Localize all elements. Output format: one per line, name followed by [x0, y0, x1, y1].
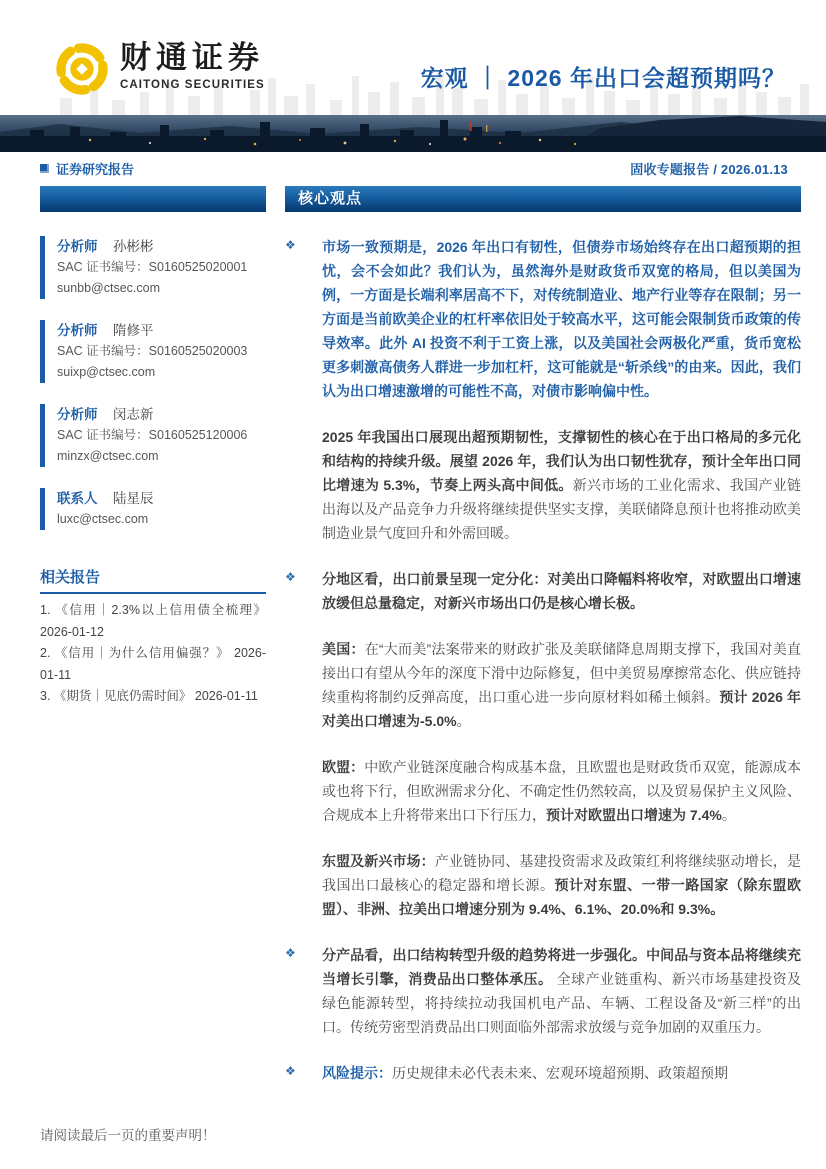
paragraph-text: 欧盟：中欧产业链深度融合构成基本盘，且欧盟也是财政货币双宽，能源成本或也将下行，但欧洲需求分化、不确定性仍然较高，以及贸易保护主义风险、合规成本上升将带来出口下行压力，预计对欧盟出口增速为 7.4%。 [322, 759, 802, 823]
analyst-row [57, 488, 266, 509]
analyst-name: 隋修平 [113, 323, 154, 338]
paragraph-text: 市场一致预期是，2026 年出口有韧性，但债券市场始终存在出口超预期的担忧，会不会如此？我们认为，虽然海外是财政货币双宽的格局，但以美国为例，一方面是长端利率居高不下，对传统制造业、地产行业等存在限制；另一方面是当前欧美企业的杠杆率依旧处于较高水平，这可能会限制货币政策的传导效率。此外 AI 投资不利于工资上涨，以及美国社会两极化严重，货币宽松更多刺激高债务人群进一步加杠杆，这可能就是“斩杀线”的由来。因此，我们认为出口增速激增的可能性不高，对债市影响偏中性。 [322, 239, 801, 399]
caitong-coin-icon [54, 40, 110, 98]
paragraph [285, 235, 801, 403]
paragraph-text: 分产品看，出口结构转型升级的趋势将进一步强化。中间品与资本品将继续充当增长引擎，消费品出口整体承压。 全球产业链重构、新兴市场基建投资及绿色能源转型，将持续拉动我国机电产品、车辆、工程设备及“新三样”的出口。传统劳密型消费品出口则面临外部需求放缓与竞争加剧的双重压力。 [322, 947, 802, 1035]
brand-name-en: CAITONG SECURITIES [120, 79, 265, 91]
analyst-role: 联系人 [57, 491, 98, 506]
sidebar-header-bar [40, 186, 266, 212]
brand-name-cn: 财通证券 [120, 40, 264, 75]
paragraph [322, 637, 801, 733]
bullet-diamond-icon: ❖ [285, 238, 296, 252]
paragraph-text: 风险提示：历史规律未必代表未来、宏观环境超预期、政策超预期 [322, 1065, 728, 1081]
main-column [285, 186, 801, 1107]
core-views-content [285, 235, 801, 1085]
paragraph [322, 755, 801, 827]
section-title-bar: 核心观点 [285, 186, 801, 212]
analyst-row [57, 320, 266, 341]
series-square-icon [40, 164, 49, 173]
paragraph-text: 东盟及新兴市场：产业链协同、基建投资需求及政策红利将继续驱动增长，是我国出口最核心的稳定器和增长源。预计对东盟、一带一路国家（除东盟欧盟）、非洲、拉美出口增速分别为 9.4%、6.1%、20.0%和 9.3%。 [322, 853, 802, 917]
paragraph [285, 567, 801, 615]
analyst-cert: SAC 证书编号：S0160525020001 [57, 260, 248, 274]
sidebar [40, 186, 266, 708]
paragraph [285, 1061, 801, 1085]
analyst-row [57, 236, 266, 257]
meta-separator: / [709, 162, 721, 177]
paragraph-text: 美国：在“大而美”法案带来的财政扩张及美联储降息周期支撑下，我国对美直接出口有望从今年的深度下滑中边际修复，但中美贸易摩擦常态化、供应链持续重构将制约反弹高度，出口重心进一步向原材料如稀土倾斜。预计 2026 年对美出口增速为-5.0%。 [322, 641, 802, 729]
page-title: 宏观 ｜ 2026 年出口会超预期吗？ [420, 65, 786, 91]
analyst-name: 闵志新 [113, 407, 154, 422]
analyst-block [40, 236, 266, 299]
report-type-date [630, 159, 788, 178]
bullet-diamond-icon: ❖ [285, 570, 296, 584]
analyst-role: 分析师 [57, 239, 98, 254]
series-label-wrap [40, 159, 134, 178]
people-list [40, 236, 266, 530]
paragraph [322, 425, 801, 545]
paragraph [285, 943, 801, 1039]
bullet-diamond-icon: ❖ [285, 1064, 296, 1078]
related-report-item: 3. 《期货｜见底仍需时间》 2026-01-11 [40, 689, 258, 703]
paragraph [322, 849, 801, 921]
analyst-email: sunbb@ctsec.com [57, 281, 161, 295]
related-reports-title: 相关报告 [40, 566, 266, 594]
analyst-email: luxc@ctsec.com [57, 512, 149, 526]
analyst-email: suixp@ctsec.com [57, 365, 156, 379]
related-report-item: 1. 《信用｜2.3%以上信用债全梳理》 2026-01-12 [40, 603, 266, 639]
meta-row [40, 159, 788, 178]
analyst-name: 孙彬彬 [113, 239, 154, 254]
analyst-role: 分析师 [57, 323, 98, 338]
analyst-email: minzx@ctsec.com [57, 449, 159, 463]
brand-text [120, 40, 265, 91]
report-date: 2026.01.13 [720, 162, 788, 177]
analyst-block [40, 404, 266, 467]
paragraph-text: 2025 年我国出口展现出超预期韧性，支撑韧性的核心在于出口格局的多元化和结构的持续升级。展望 2026 年，我们认为出口韧性犹存，预计全年出口同比增速为 5.3%，节奏上两头高中间低。新兴市场的工业化需求、我国产业链出海以及产品竞争力升级将继续提供坚实支撑，美联储降息预计也将推动欧美制造业景气度回升和外需回暖。 [322, 429, 801, 541]
paragraph-text: 分地区看，出口前景呈现一定分化：对美出口降幅料将收窄，对欧盟出口增速放缓但总量稳定，对新兴市场出口仍是核心增长极。 [322, 571, 801, 611]
related-report-item: 2. 《信用｜为什么信用偏强？》 2026-01-11 [40, 646, 266, 682]
analyst-cert: SAC 证书编号：S0160525020003 [57, 344, 248, 358]
analyst-name: 陆星辰 [113, 491, 154, 506]
analyst-cert: SAC 证书编号：S0160525120006 [57, 428, 248, 442]
related-reports [40, 566, 266, 708]
bullet-diamond-icon: ❖ [285, 946, 296, 960]
analyst-block [40, 320, 266, 383]
report-type: 固收专题报告 [630, 162, 710, 177]
footer-disclaimer: 请阅读最后一页的重要声明！ [40, 1128, 216, 1143]
analyst-block [40, 488, 266, 530]
related-reports-list [40, 600, 266, 708]
brand-logo [54, 40, 265, 98]
analyst-role: 分析师 [57, 407, 98, 422]
series-label: 证券研究报告 [56, 162, 135, 177]
analyst-row [57, 404, 266, 425]
